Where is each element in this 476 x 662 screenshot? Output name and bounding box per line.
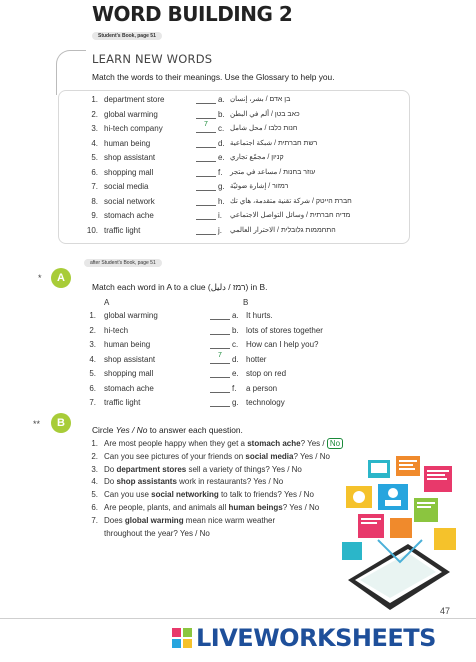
meaning-letter: b. [218,109,225,119]
match-number: 6. [89,383,96,393]
answer-blank[interactable] [210,326,230,335]
note-card-icon [434,528,456,550]
question-text: Can you use [104,490,152,500]
vocab-row [58,110,410,122]
match-number: 2. [89,325,96,335]
vocab-number: 1. [91,95,98,104]
video-card-icon [342,542,362,560]
vocab-number: 9. [91,211,98,220]
vocab-row [58,121,410,136]
share-card-icon [390,518,412,538]
match-term: traffic light [104,398,141,407]
answer-blank[interactable] [210,398,230,407]
clue-letter: e. [232,369,239,378]
answer-value: 7 [204,121,208,128]
clue-letter: b. [232,325,239,335]
exercise-b-instruction: Circle Yes / No to answer each question. [92,425,243,435]
meaning-letter: e. [218,153,225,162]
answer-blank[interactable] [196,153,216,162]
question-row [80,503,319,512]
meaning-text: רמזור / إشارة ضوئيّة [230,183,289,190]
meaning-text: בן אדם / بشر، إنسان [230,96,291,103]
clue-text: It hurts. [246,311,273,320]
difficulty-stars-a: * [38,273,42,283]
clue-text: lots of stores together [246,325,323,335]
question-keyword: social media [245,451,294,461]
question-number: 4. [91,477,98,487]
vocab-term: hi-tech company [104,124,163,133]
liveworksheets-logo [172,628,192,648]
match-row [80,398,380,410]
difficulty-stars-b: ** [33,419,41,429]
answer-blank[interactable] [196,139,216,148]
answer-blank[interactable] [196,121,216,133]
like-card-icon [358,514,384,538]
meaning-letter: j. [218,225,222,235]
match-term: global warming [104,311,158,320]
question-row [80,490,314,499]
clue-text: a person [246,383,278,393]
match-row [80,351,380,367]
vocab-row [58,139,410,151]
vocab-term: shop assistant [104,153,156,162]
question-text: Does [104,515,125,525]
clue-letter: g. [232,398,239,407]
social-media-illustration [338,452,462,622]
exercise-a-instruction: Match each word in A to a clue (רמז / دليل) in B. [92,282,268,292]
footer-divider [0,618,476,619]
question-text: Do [104,477,117,487]
question-number: 3. [91,464,98,474]
match-number: 3. [89,340,96,349]
vocab-term: shopping mall [104,167,154,177]
question-keyword: shop assistants [116,477,177,487]
answer-blank[interactable] [196,95,216,104]
exercise-a-badge: A [51,268,71,288]
vocab-number: 2. [91,109,98,119]
section-connector-line [56,50,86,95]
clue-text: How can I help you? [246,340,319,349]
answer-blank[interactable] [210,351,230,364]
answer-blank[interactable] [210,311,230,320]
question-text: Are most people happy when they get a [104,439,248,448]
meaning-letter: h. [218,196,225,206]
vocab-row [58,197,410,209]
match-number: 7. [89,398,96,407]
question-text: Do [104,464,117,474]
question-text-end[interactable]: sell a variety of things? Yes / No [186,464,302,474]
answer-blank[interactable] [196,211,216,220]
question-keyword: human beings [228,503,283,512]
students-book-ref: Student's Book, page 51 [92,32,162,40]
vocab-term: stomach ache [104,211,154,220]
question-continuation[interactable]: throughout the year? Yes / No [104,528,210,538]
vocab-row [58,182,410,194]
vocab-number: 5. [91,153,98,162]
page-title: WORD BUILDING 2 [92,2,293,26]
vocab-term: traffic light [104,225,141,235]
question-keyword: global warming [124,515,184,525]
match-number: 1. [89,311,96,320]
exercise-a-list [80,311,380,416]
match-number: 4. [89,354,96,364]
column-a-heading: A [104,298,110,307]
page-number: 47 [440,606,451,616]
vocab-number: 6. [91,167,98,177]
question-number: 5. [91,490,98,500]
question-text-end[interactable]: ? Yes / No [282,503,320,512]
question-number: 7. [91,515,98,525]
vocab-term: social network [104,196,155,206]
vocab-number: 8. [91,196,98,206]
question-keyword: social networking [151,490,219,500]
vocab-row [58,153,410,165]
question-text: Can you see pictures of your friends on [104,451,246,461]
meaning-letter: f. [218,167,223,177]
clue-letter: c. [232,340,239,349]
answer-blank[interactable] [196,197,216,206]
meaning-text: קניון / مجمّع تجاري [230,154,284,161]
answer-blank[interactable] [210,384,230,393]
vocab-list [58,95,410,240]
exercise-b-list [80,439,380,554]
vocab-number: 4. [91,138,98,148]
match-row [80,326,380,338]
answer-blank[interactable] [210,369,230,378]
meaning-letter: i. [218,211,222,220]
vocab-row [58,168,410,180]
match-term: shop assistant [104,354,156,364]
clue-letter: f. [232,383,237,393]
meaning-letter: d. [218,138,225,148]
vocab-term: global warming [104,109,158,119]
answer-blank[interactable] [196,168,216,177]
question-row [80,477,283,486]
match-term: shopping mall [104,369,154,378]
meaning-text: עוזר בחנות / مساعد في متجر [230,168,316,176]
learn-instruction: Match the words to their meanings. Use the Glossary to help you. [92,72,335,82]
question-number: 1. [91,439,98,448]
vocab-number: 10. [86,225,98,235]
question-text-end[interactable]: ? Yes / No [293,451,330,461]
meaning-text: התחממות גלובלית / الاحترار العالمي [230,226,336,234]
clue-text: stop on red [246,369,287,378]
vocab-number: 3. [91,124,98,133]
vocab-term: human being [104,138,151,148]
meaning-letter: g. [218,182,225,191]
meaning-letter: a. [218,95,225,104]
vocab-row [58,226,410,238]
question-row [80,452,330,461]
question-number: 2. [91,451,98,461]
question-text-end[interactable]: ? Yes / [300,439,327,448]
answer-blank[interactable] [210,340,230,349]
match-term: hi-tech [104,325,129,335]
question-text: Are people, plants, and animals all [104,503,229,512]
after-students-book-ref: after Student's Book, page 51 [84,259,162,267]
question-text-end[interactable]: mean nice warm weather [183,515,276,525]
question-row [80,439,343,448]
tablet-icon [348,544,450,610]
vocab-number: 7. [91,182,98,191]
question-text-end[interactable]: work in restaurants? Yes / No [176,477,284,487]
question-keyword: department stores [116,464,187,474]
learn-heading: LEARN NEW WORDS [92,52,213,66]
column-b-heading: B [243,298,249,307]
match-term: human being [104,340,151,349]
match-term: stomach ache [104,383,154,393]
match-number: 5. [89,369,96,378]
circled-answer[interactable]: No [327,438,343,449]
vocab-term: social media [104,182,149,191]
answer-blank[interactable] [196,110,216,119]
question-row [80,465,302,474]
match-row [80,369,380,381]
answer-blank[interactable] [196,226,216,235]
liveworksheets-wordmark[interactable]: LIVEWORKSHEETS [196,624,436,652]
answer-value: 7 [218,351,222,359]
vocab-row [58,211,410,223]
meaning-text: חברת הייטק / شركة تقنية متقدمة، هاي تك [230,197,352,205]
question-text-end[interactable]: to talk to friends? Yes / No [218,490,314,500]
question-number: 6. [91,503,98,512]
answer-blank[interactable] [196,182,216,191]
clue-text: technology [246,398,285,407]
meaning-text: רשת חברתית / شبكة اجتماعية [230,139,318,147]
meaning-letter: c. [218,124,225,133]
meaning-text: חנות כלבו / محل شامل [230,125,298,132]
match-row [80,340,380,352]
question-row [80,516,275,525]
exercise-b-badge: B [51,413,71,433]
vocab-term: department store [104,95,165,104]
network-card-icon [414,498,438,522]
clue-text: hotter [246,354,267,364]
meaning-text: מדיה חברתית / وسائل التواصل الاجتماعي [230,212,351,219]
meaning-text: כאב בטן / ألم في البطن [230,110,300,118]
clue-letter: a. [232,311,239,320]
vocab-row [58,95,410,107]
clue-letter: d. [232,354,239,364]
match-row [80,311,380,323]
question-keyword: stomach ache [247,439,301,448]
match-row [80,384,380,396]
